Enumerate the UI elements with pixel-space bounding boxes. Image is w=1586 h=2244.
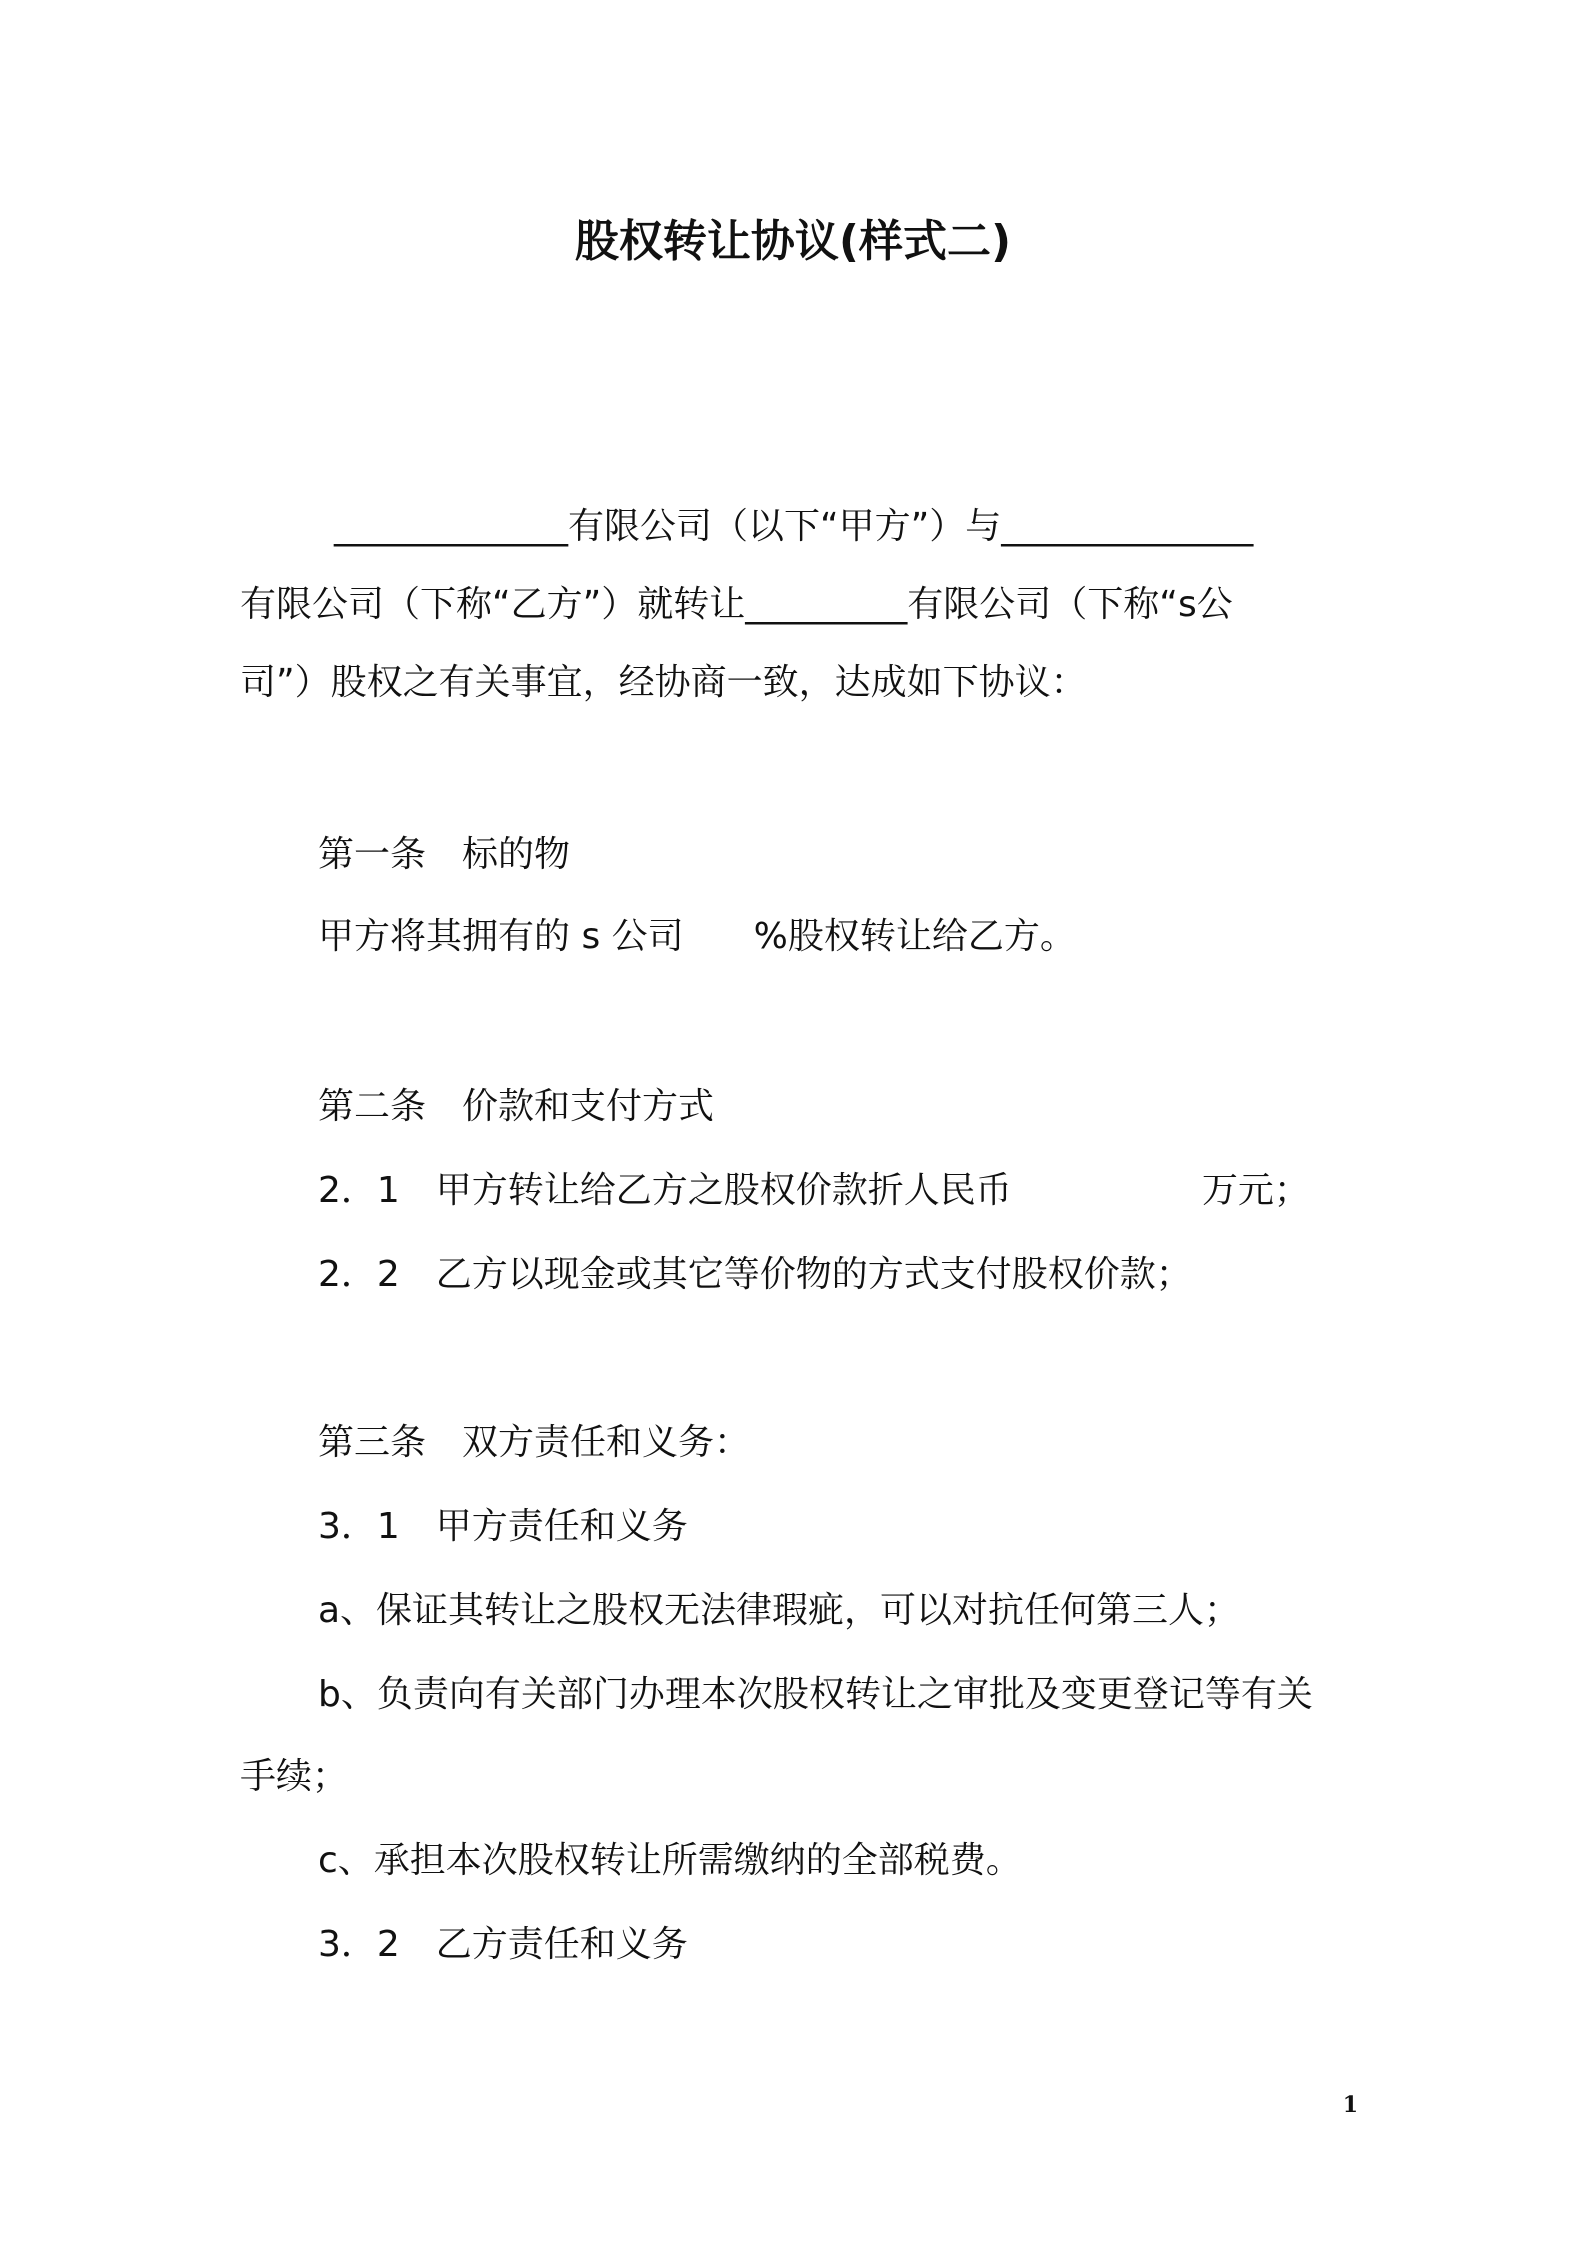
article-3-item-1: 3．1 甲方责任和义务 [318,1506,688,1547]
page-number: 1 [1342,2092,1358,2118]
intro-line-1: _____________有限公司（以下“甲方”）与______________ [334,506,1254,547]
article-1-text-part-b: %股权转让给乙方。 [753,916,1076,957]
article-3-clause-b-line-2: 手续； [240,1756,349,1797]
article-1-heading: 第一条 标的物 [318,834,571,875]
article-3-clause-b-line-1: b、负责向有关部门办理本次股权转让之审批及变更登记等有关 [318,1674,1313,1715]
article-2-item-1-part-a: 2．1 甲方转让给乙方之股权价款折人民币 [318,1170,1012,1211]
article-3-item-2: 3．2 乙方责任和义务 [318,1924,688,1965]
article-2-item-1 [318,1166,1310,1216]
article-3-heading: 第三条 双方责任和义务： [318,1422,751,1463]
article-2-item-1-part-b: 万元； [1201,1170,1310,1211]
article-3-clause-c: c、承担本次股权转让所需缴纳的全部税费。 [318,1840,1022,1881]
article-3-clause-a: a、保证其转让之股权无法律瑕疵，可以对抗任何第三人； [318,1590,1241,1631]
article-2-heading: 第二条 价款和支付方式 [318,1086,715,1127]
article-2-item-2: 2．2 乙方以现金或其它等价物的方式支付股权价款； [318,1254,1192,1295]
intro-line-3: 司”）股权之有关事宜，经协商一致，达成如下协议： [240,662,1087,703]
article-1-text [318,912,1076,962]
article-1-text-part-a: 甲方将其拥有的 s 公司 [318,916,684,957]
document-title: 股权转让协议(样式二) [574,216,1012,267]
intro-line-2: 有限公司（下称“乙方”）就转让_________有限公司（下称“s公 [240,584,1233,625]
